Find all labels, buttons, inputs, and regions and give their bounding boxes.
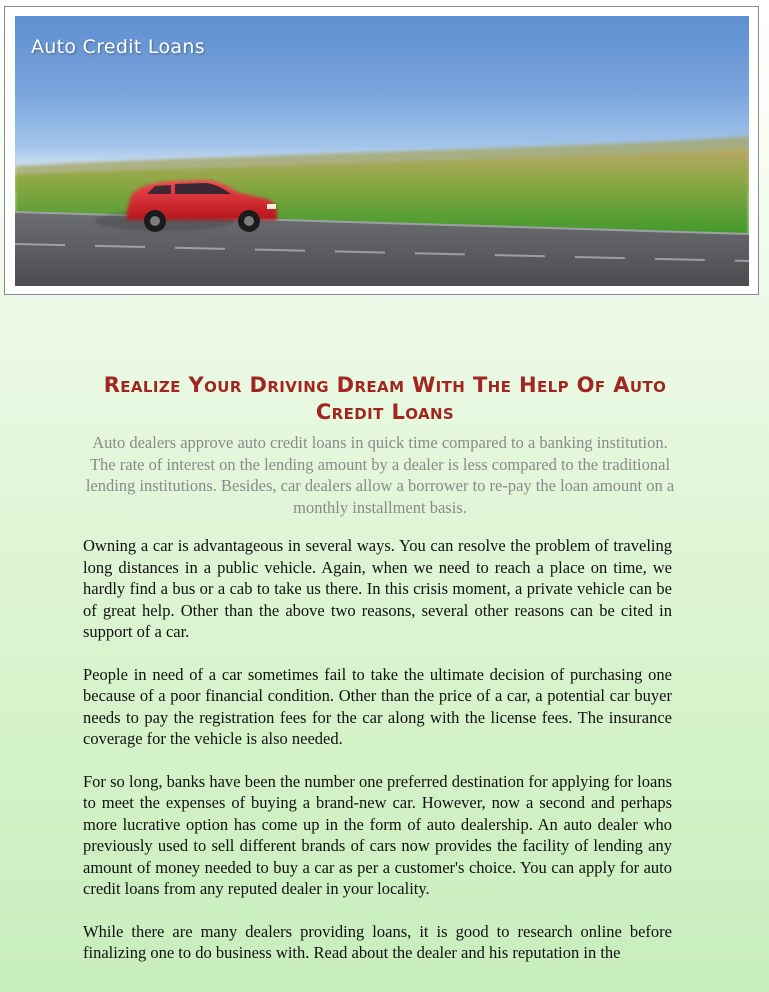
article-body xyxy=(83,535,672,985)
banner-title: Auto Credit Loans xyxy=(31,36,205,58)
body-paragraph: For so long, banks have been the number one preferred destination for applying for loans to meet the expenses of buying a brand-new car. However, now a second and perhaps more lucrative option has come up in the form of auto dealership. An auto dealer who previously used to sell different brands of cars now provides the facility of lending any amount of money needed to buy a car as per a customer's choice. You can apply for auto credit loans from any reputed dealer in your locality. xyxy=(83,771,672,898)
body-paragraph: Owning a car is advantageous in several ways. You can resolve the problem of traveling long distances in a public vehicle. Again, when we need to reach a place on time, we hardly find a bus or a cab to take us there. In this crisis moment, a private vehicle can be of great help. Other than the above two reasons, several other reasons can be cited in support of a car. xyxy=(83,536,672,641)
article-summary: Auto dealers approve auto credit loans in quick time compared to a banking institution. The rate of interest on the lending amount by a dealer is less compared to the traditional lending institutions. Besides, car dealers allow a borrower to re-pay the loan amount on a monthly installment basis. xyxy=(85,433,675,517)
headline-line-2: Credit Loans xyxy=(315,400,455,425)
banner-frame xyxy=(4,6,759,295)
headline-line-1: Realize Your Driving Dream With The Help Of Auto xyxy=(103,373,667,398)
body-paragraph: People in need of a car sometimes fail to take the ultimate decision of purchasing one because of a poor financial condition. Other than the price of a car, a potential car buyer needs to pay the registration fees for the car along with the license fees. The insurance coverage for the vehicle is also needed. xyxy=(83,664,672,748)
body-paragraph: While there are many dealers providing loans, it is good to research online before finalizing one to do business with. Read about the dealer and his reputation in the xyxy=(83,921,672,962)
banner-image xyxy=(15,16,749,286)
article-headline xyxy=(60,372,710,426)
